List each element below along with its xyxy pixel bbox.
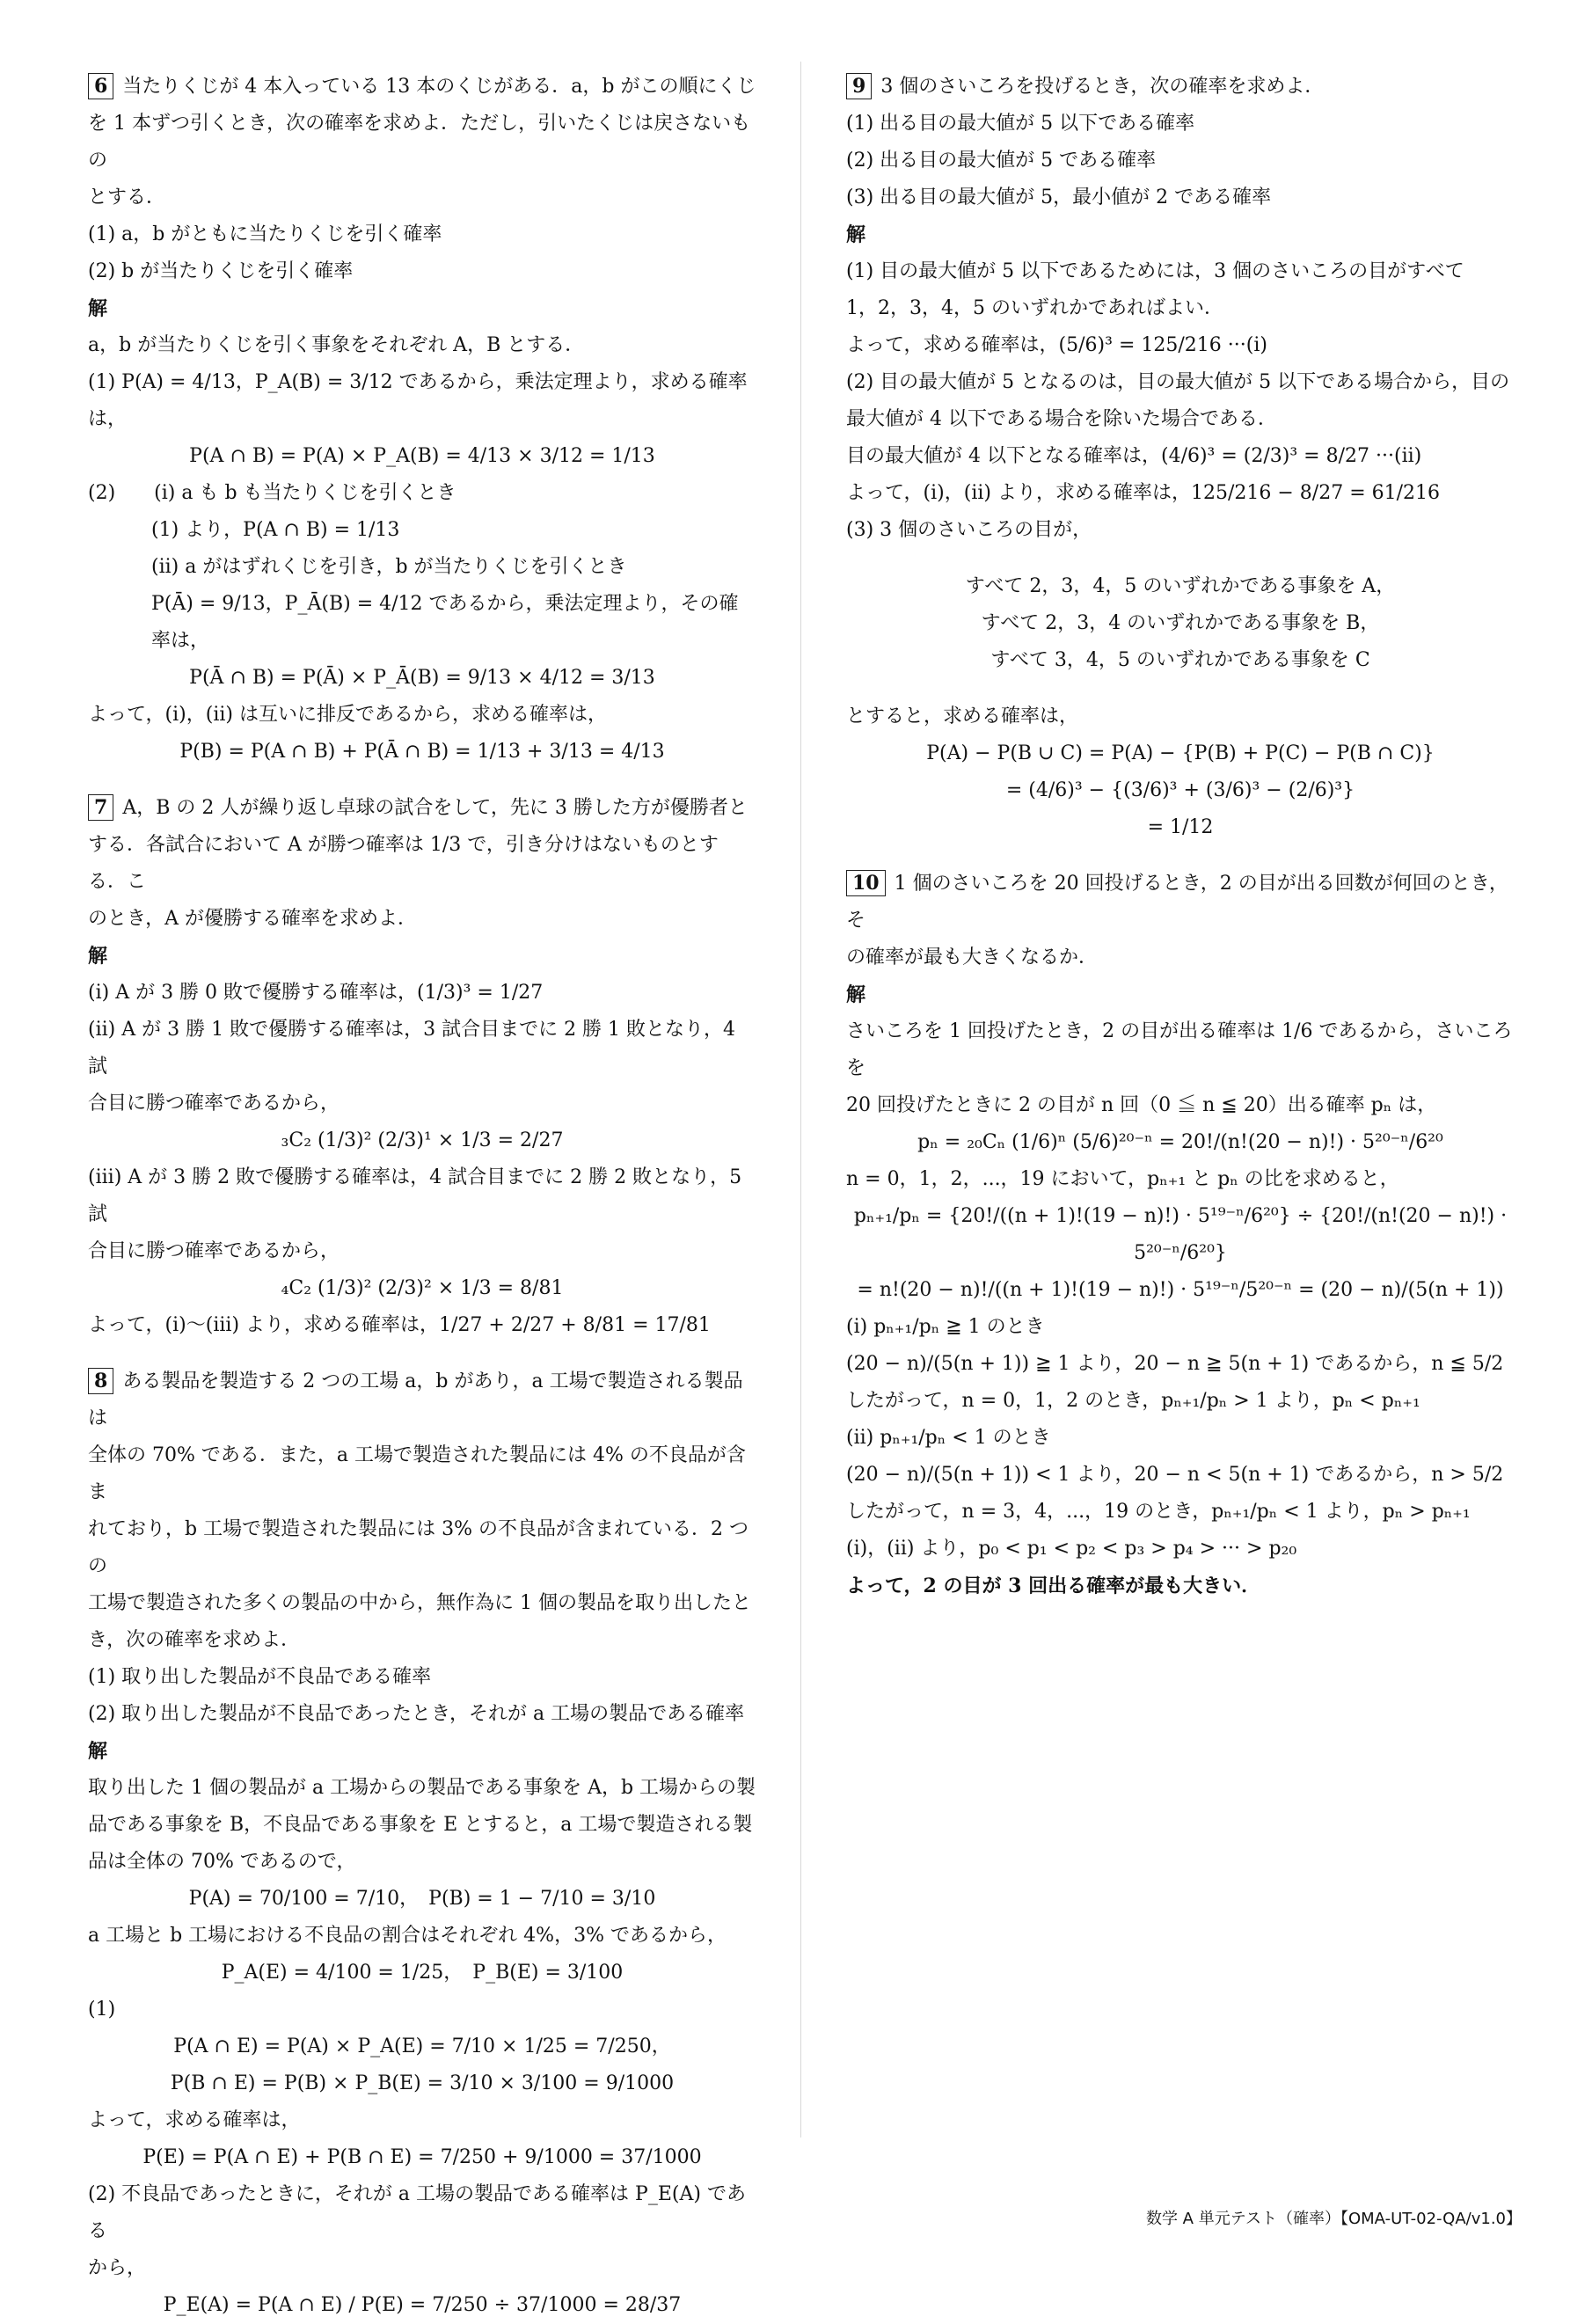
- solution-heading: 解: [846, 223, 866, 246]
- equation: = (4/6)³ − {(3/6)³ + (3/6)³ − (2/6)³}: [1005, 779, 1355, 801]
- problem-text: 当たりくじが 4 本入っている 13 本のくじがある．a，b がこの順にくじ: [122, 76, 756, 98]
- problem-statement: [88, 69, 756, 106]
- spacer: [846, 679, 1515, 698]
- text-line: (1) 出る目の最大値が 5 以下である確率: [846, 113, 1195, 135]
- equation: P_A(E) = 4/100 = 1/25， P_B(E) = 3/100: [221, 1962, 624, 1984]
- equation: P(Ā ∩ B) = P(Ā) × P_Ā(B) = 9/13 × 4/12 = 3/13: [189, 667, 655, 689]
- text-line: (ii) A が 3 勝 1 敗で優勝する確率は，3 試合目までに 2 勝 1 敗となり，4 試: [88, 1019, 736, 1078]
- text-line: (2) (i) a も b も当たりくじを引くとき: [88, 482, 456, 504]
- problem-number: 10: [846, 870, 886, 896]
- solution-heading: 解: [88, 1740, 108, 1763]
- equation: P(A ∩ E) = P(A) × P_A(E) = 7/10 × 1/25 = 7/250，: [173, 2035, 671, 2057]
- equation: P(A ∩ B) = P(A) × P_A(B) = 4/13 × 3/12 = 1/13: [189, 445, 655, 467]
- equation: P(B) = P(A ∩ B) + P(Ā ∩ B) = 1/13 + 3/13 = 4/13: [179, 741, 665, 763]
- text-line: n = 0，1，2，...，19 において，pₙ₊₁ と pₙ の比を求めると，: [846, 1168, 1399, 1190]
- text-line: (ii) pₙ₊₁/pₙ < 1 のとき: [846, 1427, 1051, 1449]
- text-line: 品は全体の 70% であるので，: [88, 1851, 356, 1873]
- spacer: [846, 549, 1515, 568]
- text-line: さいころを 1 回投げたとき，2 の目が出る確率は 1/6 であるから，さいころを: [846, 1020, 1513, 1079]
- text-line: (1) a，b がともに当たりくじを引く確率: [88, 223, 442, 245]
- indented-text: (ii) a がはずれくじを引き，b が当たりくじを引くとき: [151, 556, 627, 578]
- text-line: よって，(i)，(ii) より，求める確率は，125/216 − 8/27 = 61/216: [846, 482, 1441, 504]
- right-column: [846, 69, 1515, 1604]
- text-line: れており，b 工場で製造された製品には 3% の不良品が含まれている．2 つの: [88, 1518, 749, 1577]
- equation: P(B ∩ E) = P(B) × P_B(E) = 3/10 × 3/100 = 9/1000: [170, 2072, 675, 2094]
- text-line: a，b が当たりくじを引く事象をそれぞれ A，B とする．: [88, 334, 585, 356]
- equation: pₙ = ₂₀Cₙ (1/6)ⁿ (5/6)²⁰⁻ⁿ = 20!/(n!(20 − n)!) · 5²⁰⁻ⁿ/6²⁰: [917, 1131, 1443, 1153]
- equation: pₙ₊₁/pₙ = {20!/((n + 1)!(19 − n)!) · 5¹⁹⁻ⁿ/6²⁰} ÷ {20!/(n!(20 − n)!) · 5²⁰⁻ⁿ/6²⁰}: [853, 1205, 1508, 1264]
- text-line: から，: [88, 2257, 147, 2279]
- text-line: (2) b が当たりくじを引く確率: [88, 260, 354, 282]
- text-line: とすると，求める確率は，: [846, 705, 1079, 727]
- problem-number: 6: [88, 73, 113, 99]
- text-line: を 1 本ずつ引くとき，次の確率を求めよ．ただし，引いたくじは戻さないもの: [88, 113, 751, 172]
- text-line: 工場で製造された多くの製品の中から，無作為に 1 個の製品を取り出したと: [88, 1592, 751, 1614]
- problem-statement: [88, 1363, 756, 1437]
- problem-statement: [846, 866, 1515, 939]
- text-line: のとき，A が優勝する確率を求めよ．: [88, 908, 418, 930]
- solution-heading: 解: [88, 945, 108, 968]
- equation: ₄C₂ (1/3)² (2/3)² × 1/3 = 8/81: [281, 1277, 564, 1299]
- text-line: (1) 目の最大値が 5 以下であるためには，3 個のさいころの目がすべて: [846, 260, 1464, 282]
- text-line: したがって，n = 0，1，2 のとき，pₙ₊₁/pₙ > 1 より，pₙ < pₙ₊₁: [846, 1390, 1420, 1412]
- text-line: (3) 出る目の最大値が 5，最小値が 2 である確率: [846, 186, 1272, 208]
- text-line: 20 回投げたときに 2 の目が n 回（0 ≦ n ≦ 20）出る確率 pₙ は，: [846, 1094, 1437, 1116]
- text-line: 取り出した 1 個の製品が a 工場からの製品である事象を A，b 工場からの製: [88, 1777, 756, 1799]
- text-line: (2) 出る目の最大値が 5 である確率: [846, 150, 1157, 172]
- left-column: [88, 69, 756, 2324]
- problem-number: 9: [846, 73, 872, 99]
- text-line: 目の最大値が 4 以下となる確率は，(4/6)³ = (2/3)³ = 8/27 ···(ii): [846, 445, 1422, 467]
- text-line: き，次の確率を求めよ．: [88, 1629, 301, 1651]
- text-line: (iii) A が 3 勝 2 敗で優勝する確率は，4 試合目までに 2 勝 2 敗となり，5 試: [88, 1166, 742, 1225]
- spacer: [88, 1344, 756, 1363]
- text-line: 品である事象を B，不良品である事象を E とすると，a 工場で製造される製: [88, 1814, 753, 1836]
- text-line: (1) P(A) = 4/13，P_A(B) = 3/12 であるから，乗法定理より，求める確率は，: [88, 371, 748, 430]
- text-line: 1，2，3，4，5 のいずれかであればよい．: [846, 297, 1223, 319]
- text-line: a 工場と b 工場における不良品の割合はそれぞれ 4%，3% であるから，: [88, 1925, 727, 1947]
- text-line: したがって，n = 3，4，...，19 のとき，pₙ₊₁/pₙ < 1 より，pₙ > pₙ₊₁: [846, 1501, 1471, 1523]
- text-line: (i)，(ii) より，p₀ < p₁ < p₂ < p₃ > p₄ > ··· > p₂₀: [846, 1538, 1297, 1560]
- equation: ₃C₂ (1/3)² (2/3)¹ × 1/3 = 2/27: [281, 1129, 564, 1151]
- text-line: (2) 不良品であったときに，それが a 工場の製品である確率は P_E(A) である: [88, 2183, 746, 2242]
- indented-text: 率は，: [151, 630, 210, 652]
- problem-text: A，B の 2 人が繰り返し卓球の試合をして，先に 3 勝した方が優勝者と: [122, 797, 748, 819]
- text-line: 合目に勝つ確率であるから，: [88, 1240, 340, 1262]
- problem-statement: [846, 69, 1515, 106]
- text-line: よって，求める確率は，(5/6)³ = 125/216 ···(i): [846, 334, 1267, 356]
- equation: = 1/12: [1147, 816, 1214, 838]
- column-divider: [800, 62, 801, 2138]
- solution-heading: 解: [88, 297, 108, 320]
- spacer: [88, 771, 756, 790]
- text-line: 全体の 70% である．また，a 工場で製造された製品には 4% の不良品が含ま: [88, 1444, 746, 1503]
- text-line: よって，(i)，(ii) は互いに排反であるから，求める確率は，: [88, 704, 607, 726]
- problem-text: 1 個のさいころを 20 回投げるとき，2 の目が出る回数が何回のとき，そ: [846, 873, 1508, 932]
- text-line: (i) A が 3 勝 0 敗で優勝する確率は，(1/3)³ = 1/27: [88, 982, 544, 1004]
- text-line: 合目に勝つ確率であるから，: [88, 1093, 340, 1114]
- text-line: する．各試合において A が勝つ確率は 1/3 で，引き分けはないものとする．こ: [88, 834, 719, 893]
- text-line: (2) 目の最大値が 5 となるのは，目の最大値が 5 以下である場合から，目の: [846, 371, 1510, 393]
- problem-statement: [88, 790, 756, 827]
- text-line: (1) 取り出した製品が不良品である確率: [88, 1666, 432, 1688]
- equation: P(A) = 70/100 = 7/10， P(B) = 1 − 7/10 = 3/10: [188, 1888, 656, 1910]
- equation: P(A) − P(B ∪ C) = P(A) − {P(B) + P(C) − P(B ∩ C)}: [926, 742, 1435, 764]
- footer-code: 数学 A 単元テスト（確率）【OMA-UT-02-QA/v1.0】: [1145, 2210, 1522, 2228]
- text-line: 最大値が 4 以下である場合を除いた場合である．: [846, 408, 1277, 430]
- indented-text: (1) より，P(A ∩ B) = 1/13: [151, 519, 400, 541]
- text-line: よって，求める確率は，: [88, 2109, 301, 2131]
- equation: P_E(A) = P(A ∩ E) / P(E) = 7/250 ÷ 37/1000 = 28/37: [163, 2294, 682, 2316]
- text-line: (20 − n)/(5(n + 1)) ≧ 1 より，20 − n ≧ 5(n + 1) であるから，n ≦ 5/2: [846, 1353, 1504, 1375]
- problem-number: 8: [88, 1368, 113, 1394]
- equation: すべて 2，3，4 のいずれかである事象を B，: [981, 612, 1380, 634]
- spacer: [846, 846, 1515, 866]
- text-line: (1): [88, 1999, 116, 2021]
- solution-heading: 解: [846, 983, 866, 1006]
- text-line: よって，(i)〜(iii) より，求める確率は，1/27 + 2/27 + 8/81 = 17/81: [88, 1314, 711, 1336]
- text-line: とする．: [88, 186, 166, 208]
- text-line: の確率が最も大きくなるか．: [846, 946, 1099, 968]
- equation: = n!(20 − n)!/((n + 1)!(19 − n)!) · 5¹⁹⁻ⁿ/5²⁰⁻ⁿ = (20 − n)/(5(n + 1)): [857, 1279, 1504, 1301]
- text-line: (3) 3 個のさいころの目が，: [846, 519, 1092, 541]
- text-line: (20 − n)/(5(n + 1)) < 1 より，20 − n < 5(n + 1) であるから，n > 5/2: [846, 1464, 1504, 1486]
- problem-number: 7: [88, 794, 113, 821]
- equation: すべて 2，3，4，5 のいずれかである事象を A，: [965, 575, 1396, 597]
- text-line: (i) pₙ₊₁/pₙ ≧ 1 のとき: [846, 1316, 1045, 1338]
- equation: P(E) = P(A ∩ E) + P(B ∩ E) = 7/250 + 9/1000 = 37/1000: [142, 2146, 702, 2168]
- problem-text: ある製品を製造する 2 つの工場 a，b があり，a 工場で製造される製品は: [88, 1370, 743, 1429]
- conclusion-text: よって，2 の目が 3 回出る確率が最も大きい．: [846, 1575, 1261, 1597]
- equation: すべて 3，4，5 のいずれかである事象を C: [990, 649, 1370, 671]
- indented-text: P(Ā) = 9/13，P_Ā(B) = 4/12 であるから，乗法定理より，その確: [151, 593, 739, 615]
- text-line: (2) 取り出した製品が不良品であったとき，それが a 工場の製品である確率: [88, 1703, 745, 1725]
- problem-text: 3 個のさいころを投げるとき，次の確率を求めよ．: [880, 76, 1325, 98]
